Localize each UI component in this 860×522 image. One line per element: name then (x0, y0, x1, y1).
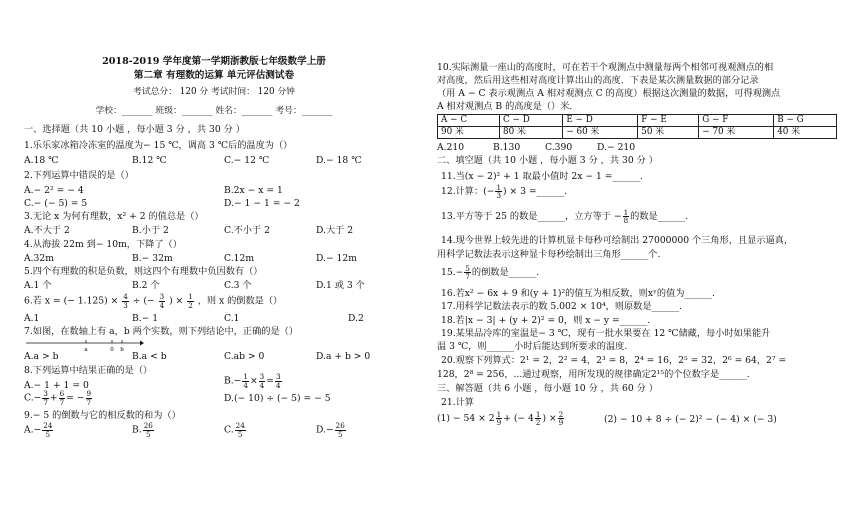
q5-stem: 5.四个有理数的积是负数，则这四个有理数中负因数有（） (24, 266, 263, 277)
q1-option-d: D.− 18 ℃ (316, 155, 362, 166)
axis-label-a: a (84, 347, 88, 353)
q10-option-a: A.210 (437, 142, 465, 153)
q10-line1: 10.实际测量一座山的高度时，可在若干个观测点中测量每两个相邻可视观测点的相 (437, 62, 774, 73)
q19-line1: 19.某果品冷库的室温是− 3 ℃，现有一批水果要在 12 ℃储藏，每小时如果能升 (441, 328, 771, 339)
q2-option-a: A.− 2² = − 4 (24, 185, 84, 196)
q5-option-b: B.2 个 (132, 280, 160, 291)
q6-fraction-2: $\frac{3}{4}$ (159, 292, 165, 310)
q3-option-a: A.不大于 2 (24, 225, 70, 236)
q5-option-c: C.3 个 (224, 280, 252, 291)
q9-option-d: D.− $\frac{26}{5}$ (316, 421, 345, 439)
q6-option-b: B.− 1 (132, 313, 159, 324)
q14-line2: 用科学记数法表示这种显卡每秒绘制出三角形______个. (437, 249, 661, 260)
q16: 16.若x² − 6x + 9 和(y + 1)²的值互为相反数，则xʸ的值为______. (441, 288, 715, 299)
exam-title-line1: 2018-2019 学年度第一学期浙教版七年级数学上册 (102, 56, 326, 67)
table-cell: 40 米 (774, 127, 837, 139)
q8-option-a: A.− 1 + 1 = 0 (24, 380, 89, 391)
q19-line2: 温 3 ℃，则______小时后能达到所要求的温度. (437, 341, 628, 352)
q10-option-d: D.− 210 (597, 142, 636, 153)
q8-option-c: C.− $\frac{3}{7}$ + $\frac{6}{7}$ = − $\frac{9}{7}$ (24, 389, 92, 407)
q5-option-d: D.1 或 3 个 (316, 280, 365, 291)
q3-option-b: B.小于 2 (132, 225, 169, 236)
q13: 13.平方等于 25 的数是______，立方等于 − $\frac{1}{8}$ 的数是______. (441, 207, 689, 225)
q7-option-d: D.a + b > 0 (316, 351, 371, 362)
table-cell: − 60 米 (563, 127, 638, 139)
q6-stem: 6.若 x = (− 1.125) × $\frac{4}{3}$ ÷ (− $\frac{3}{4}$ ) × $\frac{1}{2}$ ，则 x 的倒数是（） (24, 292, 283, 310)
table-cell: 50 米 (638, 127, 699, 139)
section2-heading: 二、填空题（共 10 小题 ，每小题 3 分 ，共 30 分 ） (437, 155, 658, 166)
q21-part2: (2) − 10 + 8 ÷ (− 2)² − (− 4) × (− 3) (604, 414, 777, 425)
q2-option-c: C.− (− 5) = 5 (24, 198, 88, 209)
q9-option-b: B. $\frac{26}{5}$ (132, 421, 153, 439)
q6-option-c: C.1 (224, 313, 240, 324)
exam-info: 考试总分： 120 分 考试时间： 120 分钟 (133, 87, 295, 97)
section1-heading: 一、选择题（共 10 小题 ，每小题 3 分 ，共 30 分 ） (24, 124, 245, 135)
q10-line4: A 相对观测点 B 的高度是（）米． (437, 101, 579, 112)
q6-fraction-1: $\frac{4}{3}$ (123, 292, 128, 310)
q8-option-d: D.(− 10) ÷ (− 5) = − 5 (224, 393, 331, 404)
q1-option-b: B.12 ℃ (132, 155, 167, 166)
q1-stem: 1.乐乐家冰箱冷冻室的温度为− 15 ℃，调高 3 ℃后的温度为（） (24, 140, 293, 151)
q14-line1: 14.现今世界上较先进的计算机显卡每秒可绘制出 27000000 个三角形，且显示逼真， (441, 235, 794, 246)
q6-option-a: A.1 (24, 313, 40, 324)
q11: 11.当(x − 2)² + 1 取最小值时 2x − 1 =______. (441, 171, 643, 182)
table-header-cell: C − D (500, 115, 563, 127)
q2-option-b: B.2x − x = 1 (224, 185, 283, 196)
table-header-cell: F − E (638, 115, 699, 127)
table-cell: 80 米 (500, 127, 563, 139)
q3-option-c: C.不小于 2 (224, 225, 270, 236)
section3-heading: 三、解答题（共 6 小题 ，每小题 10 分 ，共 60 分 ） (437, 383, 658, 394)
q20-line2: 128，2⁸ = 256，...通过观察，用所发现的规律确定2¹⁵的个位数字是______. (437, 369, 750, 380)
q10-option-c: C.390 (545, 142, 573, 153)
q8-stem: 8.下列运算中结果正确的是（） (24, 365, 153, 376)
q1-option-c: C.− 12 ℃ (224, 155, 270, 166)
q2-option-d: D.− 1 − 1 = − 2 (224, 198, 300, 209)
q4-option-b: B.− 32m (132, 253, 173, 264)
q10-option-b: B.130 (493, 142, 521, 153)
q4-stem: 4.从海拔 22m 到− 10m，下降了（） (24, 239, 182, 250)
q6-option-d: D.2 (348, 313, 364, 324)
q10-line3: （用 A − C 表示观测点 A 相对观测点 C 的高度）根据这次测量的数据，可得观测点 (437, 88, 781, 99)
table-cell: − 70 米 (699, 127, 774, 139)
q4-option-d: D.− 12m (316, 253, 357, 264)
q9-stem: 9.− 5 的倒数与它的相反数的和为（） (24, 410, 181, 421)
q21-part1: (1) − 54 × 2 $\frac{1}{9}$ + (− 4 $\frac{1}{2}$ ) × $\frac{2}{9}$ (437, 409, 564, 427)
q7-option-b: B.a < b (132, 351, 167, 362)
q15: 15.− $\frac{5}{7}$ 的倒数是______. (441, 263, 540, 281)
q2-stem: 2.下列运算中错误的是（） (24, 170, 134, 181)
table-header-cell: A − C (438, 115, 500, 127)
q20-line1: 20.观察下列算式：2¹ = 2，2² = 4，2³ = 8，2⁴ = 16，2⁵ = 32，2⁶ = 64，2⁷ = (441, 355, 787, 366)
q7-option-a: A.a > b (24, 351, 59, 362)
axis-label-zero: 0 (110, 347, 114, 353)
table-header-row (438, 115, 837, 127)
table-row (438, 127, 837, 139)
exam-title-line2: 第二章 有理数的运算 单元评估测试卷 (133, 70, 295, 81)
q4-option-c: C.12m (224, 253, 255, 264)
table-cell: 90 米 (438, 127, 500, 139)
q3-stem: 3.无论 x 为何有理数，x² + 2 的值总是（） (24, 211, 204, 222)
q17: 17.用科学记数法表示的数 5.002 × 10⁴，则原数是______. (441, 301, 683, 312)
q6-fraction-3: $\frac{1}{2}$ (188, 292, 193, 310)
axis-label-b: b (120, 347, 124, 353)
table-header-cell: E − D (563, 115, 638, 127)
table-header-cell: G − F (699, 115, 774, 127)
q1-option-a: A.18 ℃ (24, 155, 59, 166)
student-info: 学校：_______ 班级：_______ 姓名：_______ 考号：_______ (95, 106, 333, 116)
q4-option-a: A.32m (24, 253, 54, 264)
q8-option-b: B.− $\frac{1}{4}$ × $\frac{3}{4}$ = $\frac{3}{4}$ (224, 372, 281, 390)
q9-option-a: A.− $\frac{24}{5}$ (24, 421, 53, 439)
q21-label: 21.计算 (441, 397, 474, 408)
q7-option-c: C.ab > 0 (224, 351, 265, 362)
q12: 12.计算：(− $\frac{1}{3}$ ) × 3 =______. (441, 182, 568, 200)
q10-line2: 对高度，然后用这些相对高度计算出山的高度．下表是某次测量数据的部分记录 (437, 75, 759, 86)
q9-option-c: C. $\frac{24}{5}$ (224, 421, 245, 439)
q10-measurement-table (437, 114, 837, 139)
q18: 18.若|x − 3| + (y + 2)² = 0，则 x − y =______. (441, 315, 651, 326)
q3-option-d: D.大于 2 (316, 225, 354, 236)
q7-stem: 7.如图，在数轴上有 a，b 两个实数，则下列结论中，正确的是（） (24, 326, 299, 337)
q5-option-a: A.1 个 (24, 280, 52, 291)
table-header-cell: B − G (774, 115, 837, 127)
